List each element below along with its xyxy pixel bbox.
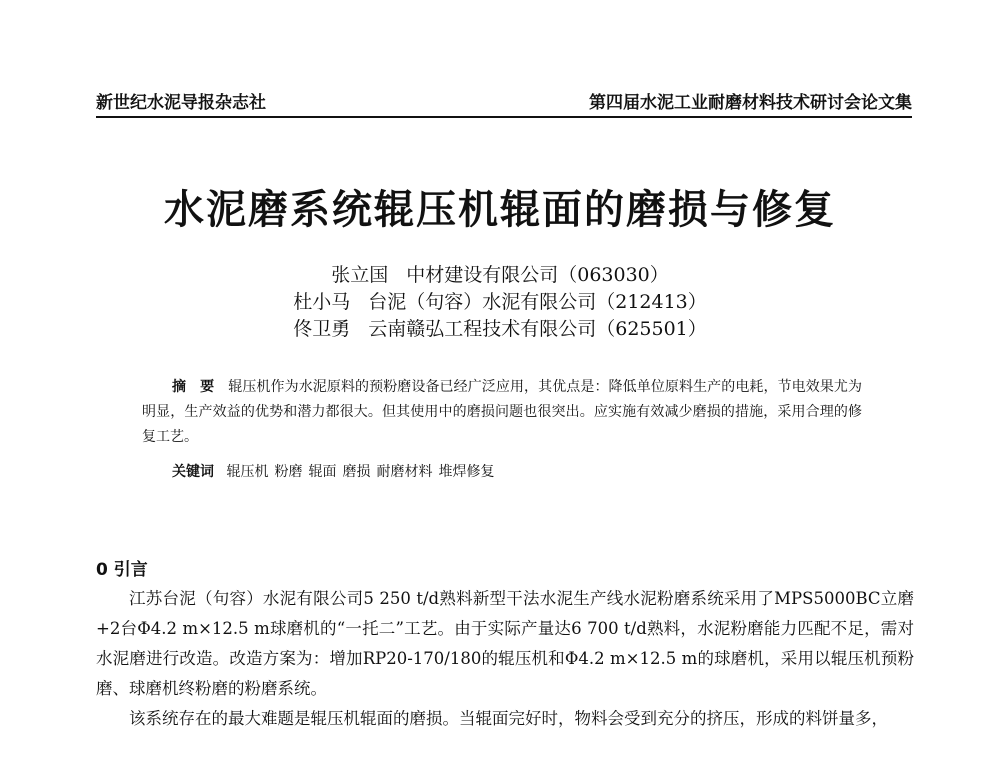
journal-name: 新世纪水泥导报杂志社 xyxy=(96,93,266,113)
author-name: 张立国 xyxy=(331,264,389,286)
author-name: 杜小马 xyxy=(293,291,351,313)
author-affiliation: 云南赣弘工程技术有限公司（625501） xyxy=(368,318,707,340)
running-header xyxy=(96,86,912,118)
keyword: 辊面 xyxy=(308,464,337,480)
author-line xyxy=(0,316,1000,343)
author-line xyxy=(0,289,1000,316)
author-affiliation: 台泥（句容）水泥有限公司（212413） xyxy=(368,291,707,313)
author-block xyxy=(0,262,1000,343)
keywords xyxy=(172,461,500,481)
paper-title: 水泥磨系统辊压机辊面的磨损与修复 xyxy=(164,186,836,233)
keyword: 耐磨材料 xyxy=(376,464,433,480)
paragraph: 该系统存在的最大难题是辊压机辊面的磨损。当辊面完好时，物料会受到充分的挤压，形成的料饼量多， xyxy=(129,709,888,728)
section-heading: 0 引言 xyxy=(96,560,148,580)
author-affiliation: 中材建设有限公司（063030） xyxy=(406,264,669,286)
abstract-label: 摘 要 xyxy=(172,379,215,395)
keyword: 堆焊修复 xyxy=(438,464,495,480)
keywords-label: 关键词 xyxy=(172,464,214,480)
author-name: 佟卫勇 xyxy=(293,318,351,340)
keyword: 辊压机 xyxy=(226,464,269,480)
author-line xyxy=(0,262,1000,289)
abstract xyxy=(142,375,862,450)
abstract-text: 辊压机作为水泥原料的预粉磨设备已经广泛应用，其优点是：降低单位原料生产的电耗，节电效果尤为明显，生产效益的优势和潜力都很大。但其使用中的磨损问题也很突出。应实施有效减少磨损的措施，采用合理的修复工艺。 xyxy=(142,379,863,445)
body-text xyxy=(96,584,914,734)
keyword: 磨损 xyxy=(342,464,371,480)
paragraph: 江苏台泥（句容）水泥有限公司5 250 t/d熟料新型干法水泥生产线水泥粉磨系统采用了MPS5000BC立磨+2台Φ4.2 m×12.5 m球磨机的“一托二”工艺。由于实际产量达6 700 t/d熟料，水泥粉磨能力匹配不足，需对水泥磨进行改造。改造方案为：增加RP20-170/180的辊压机和Φ4.2 m×12.5 m的球磨机，采用以辊压机预粉磨、球磨机终粉磨的粉磨系统。 xyxy=(96,589,914,698)
proceedings-name: 第四届水泥工业耐磨材料技术研讨会论文集 xyxy=(589,93,912,113)
keyword: 粉磨 xyxy=(274,464,303,480)
